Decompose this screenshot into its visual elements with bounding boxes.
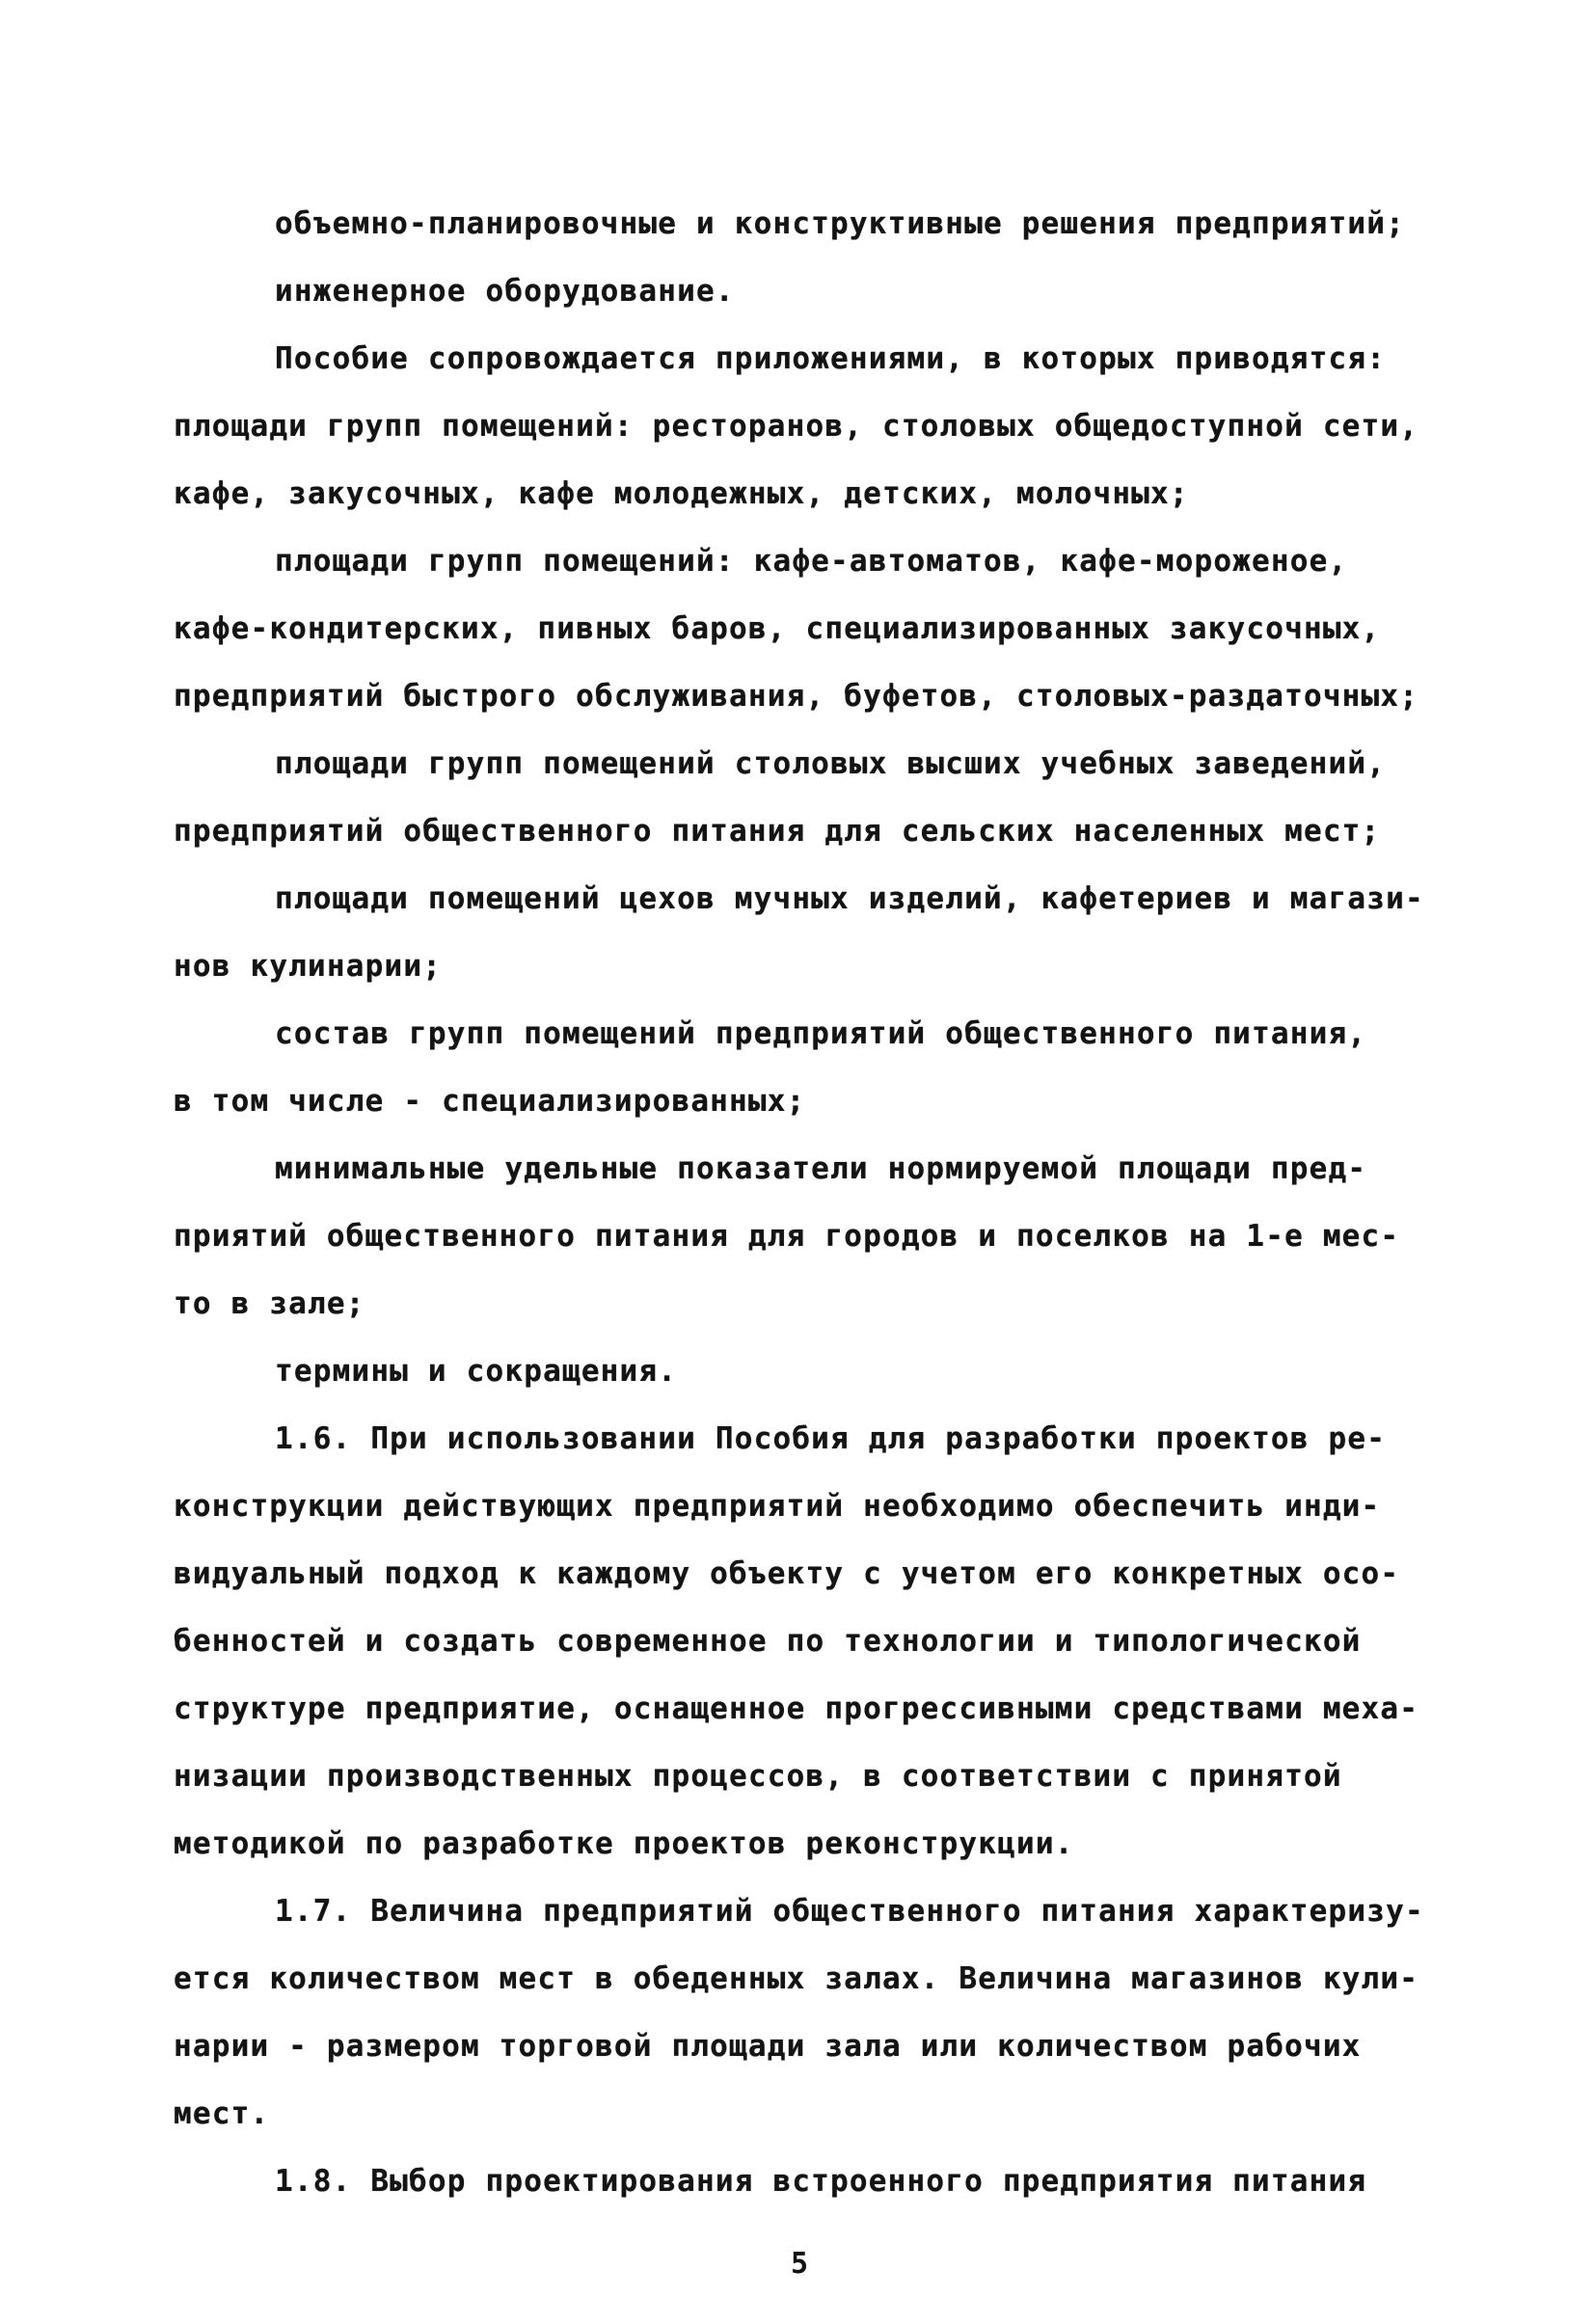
text-line: состав групп помещений предприятий общественного питания, [275, 1016, 1367, 1051]
text-line: площади помещений цехов мучных изделий, кафетериев и магази- [275, 881, 1424, 916]
page-number: 5 [791, 2247, 809, 2281]
text-line: методикой по разработке проектов реконструкции. [174, 1826, 1074, 1861]
text-line: кафе, закусочных, кафе молодежных, детских, молочных; [174, 476, 1189, 511]
text-line: термины и сокращения. [275, 1354, 678, 1389]
text-line: ется количеством мест в обеденных залах. Величина магазинов кули- [174, 1961, 1419, 1996]
text-line: в том числе - специализированных; [174, 1084, 806, 1119]
text-line: приятий общественного питания для городов и поселков на 1-е мес- [174, 1219, 1400, 1254]
text-line: Пособие сопровождается приложениями, в которых приводятся: [275, 341, 1387, 376]
text-line: мест. [174, 2096, 270, 2131]
text-line: нов кулинарии; [174, 949, 443, 984]
text-line: нарии - размером торговой площади зала или количеством рабочих [174, 2029, 1362, 2064]
text-line: низации производственных процессов, в соответствии с принятой [174, 1759, 1342, 1794]
text-line: площади групп помещений столовых высших учебных заведений, [275, 746, 1387, 781]
text-line: минимальные удельные показатели нормируемой площади пред- [275, 1151, 1367, 1186]
text-line: структуре предприятие, оснащенное прогрессивными средствами меха- [174, 1691, 1419, 1726]
text-line: площади групп помещений: кафе-автоматов, кафе-мороженое, [275, 544, 1348, 579]
text-line: конструкции действующих предприятий необходимо обеспечить инди- [174, 1489, 1381, 1524]
text-line: предприятий общественного питания для сельских населенных мест; [174, 814, 1381, 849]
text-line: кафе-кондитерских, пивных баров, специализированных закусочных, [174, 611, 1381, 646]
text-line: 1.8. Выбор проектирования встроенного предприятия питания [275, 2164, 1367, 2199]
text-line: предприятий быстрого обслуживания, буфетов, столовых-раздаточных; [174, 679, 1419, 714]
text-line: видуальный подход к каждому объекту с учетом его конкретных осо- [174, 1556, 1400, 1591]
text-line: инженерное оборудование. [275, 274, 735, 309]
text-line: то в зале; [174, 1286, 365, 1321]
text-line: площади групп помещений: ресторанов, столовых общедоступной сети, [174, 409, 1419, 444]
text-line: 1.6. При использовании Пособия для разработки проектов ре- [275, 1421, 1387, 1456]
text-line: объемно-планировочные и конструктивные решения предприятий; [275, 206, 1405, 241]
text-line: бенностей и создать современное по технологии и типологической [174, 1624, 1362, 1659]
text-line: 1.7. Величина предприятий общественного питания характеризу- [275, 1894, 1424, 1929]
